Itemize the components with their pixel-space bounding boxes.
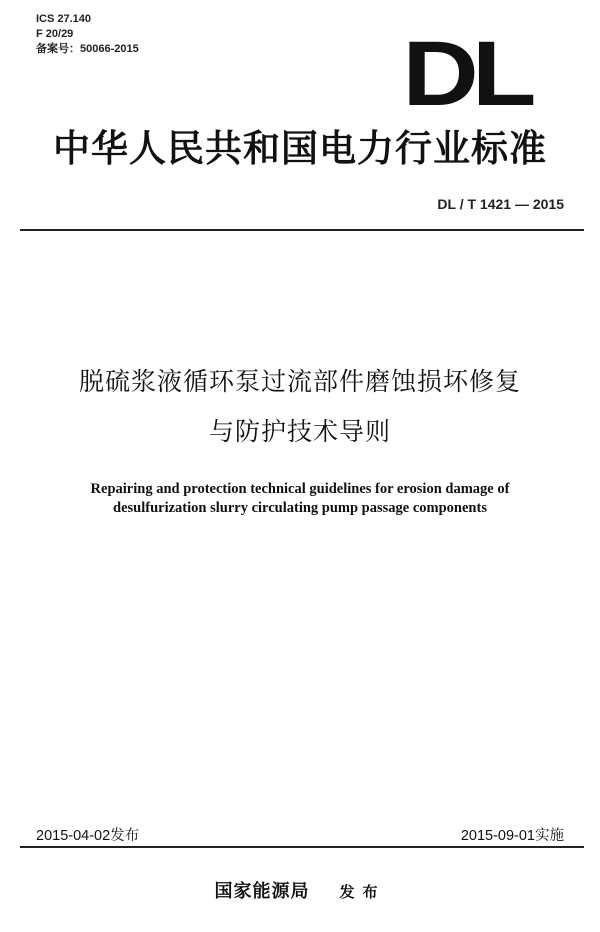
classification-block bbox=[36, 12, 139, 57]
bottom-divider bbox=[20, 846, 584, 848]
cn-title-line1: 脱硫浆液循环泵过流部件磨蚀损坏修复 bbox=[78, 367, 521, 396]
publisher-line bbox=[0, 877, 600, 903]
ics-code: ICS 27.140 bbox=[36, 13, 92, 25]
cn-title-line2: 与防护技术导则 bbox=[208, 417, 391, 446]
en-title-line1: Repairing and protection technical guidelines for erosion damage of bbox=[90, 481, 510, 497]
record-number: 备案号：50066-2015 bbox=[36, 43, 139, 55]
publish-action: 发布 bbox=[339, 883, 386, 901]
implement-date: 2015-09-01实施 bbox=[460, 828, 564, 844]
standard-category-title: 中华人民共和国电力行业标准 bbox=[53, 127, 547, 170]
top-divider bbox=[20, 229, 584, 231]
dl-logo: DL bbox=[402, 23, 530, 125]
standard-code: DL / T 1421 — 2015 bbox=[437, 196, 564, 212]
ccs-code: F 20/29 bbox=[36, 28, 74, 40]
publisher-org: 国家能源局 bbox=[214, 881, 310, 902]
issue-date: 2015-04-02发布 bbox=[36, 828, 140, 844]
en-title-line2: desulfurization slurry circulating pump passage components bbox=[113, 500, 487, 516]
